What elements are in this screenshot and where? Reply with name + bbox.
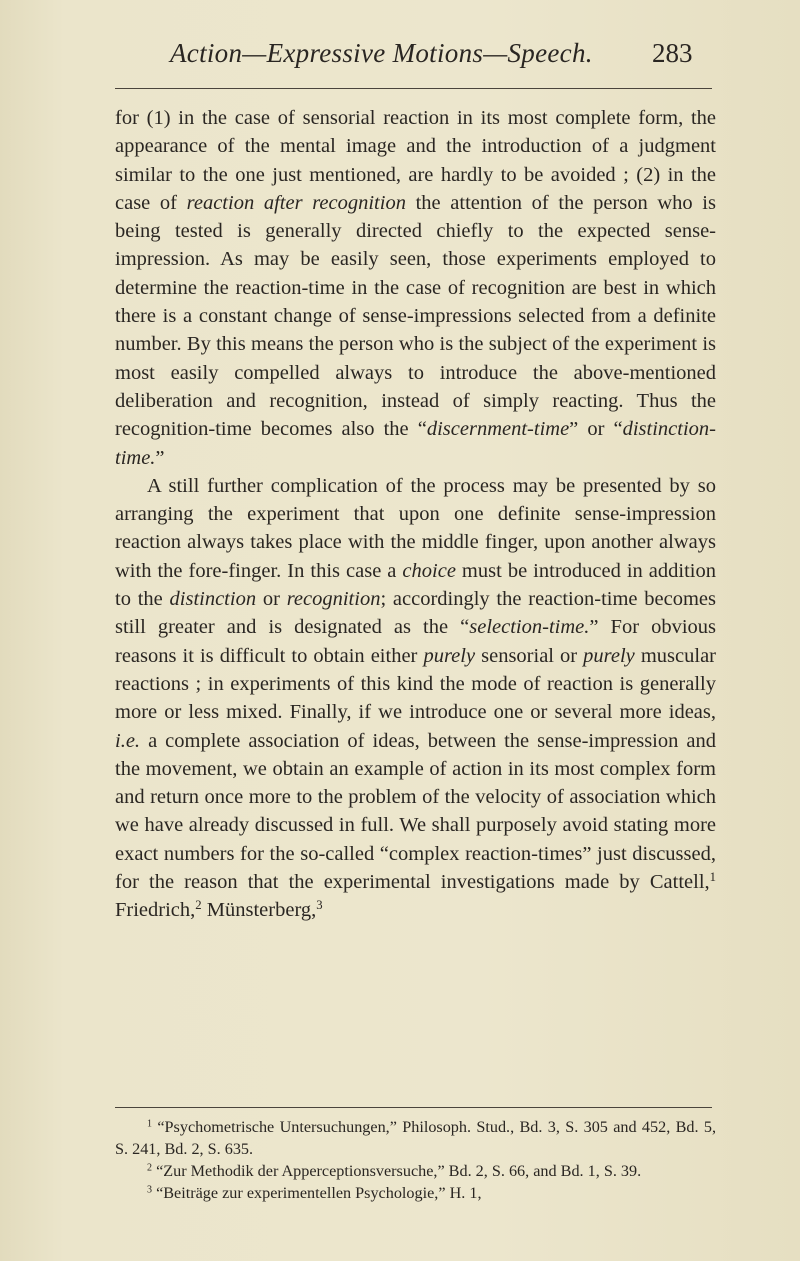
italic-term: selection-time. — [469, 616, 590, 639]
footnote-text: “Beiträge zur experimentellen Psychologie,” H. 1, — [156, 1184, 482, 1202]
text-run: A still further complication of the process may be presented by so arranging the experiment that upon one definite sense-impression reaction always takes place with the middle finger, upon another always with the fore-finger. In this case a — [115, 474, 716, 582]
text-run: ” or “ — [569, 418, 623, 441]
italic-term: purely — [423, 644, 476, 667]
paragraph-1 — [115, 104, 716, 472]
text-run: ” — [155, 446, 165, 469]
footnote-1 — [115, 1116, 716, 1160]
italic-term: discernment-time — [426, 418, 570, 441]
text-run: Friedrich, — [115, 899, 196, 922]
text-run: or — [256, 588, 287, 611]
text-run: sensorial or — [475, 644, 584, 667]
italic-term: reaction after recognition — [186, 191, 406, 214]
footnote-ref: 2 — [195, 898, 202, 913]
italic-term: recognition — [286, 588, 381, 611]
text-run: ; accordingly the reaction-time becomes still greater and is designated as the “ — [115, 588, 716, 639]
italic-term: purely — [583, 644, 635, 667]
footnote-mark: 2 — [147, 1162, 153, 1174]
body-text — [115, 104, 716, 925]
paragraph-2 — [115, 472, 716, 925]
footnote-ref: 1 — [709, 870, 716, 885]
footnote-text: “Psychometrische Untersuchungen,” Philosoph. Stud., Bd. 3, S. 305 and 452, Bd. 5, S. 241, Bd. 2, S. 635. — [115, 1118, 717, 1158]
footnote-2 — [115, 1160, 716, 1182]
footnote-ref: 3 — [316, 898, 323, 913]
page-number: 283 — [652, 38, 693, 68]
text-run: the attention of the person who is being tested is generally directed chiefly to the expected sense-impression. As may be easily seen, those experiments employed to determine the reaction-time in the case of recognition are best in which there is a constant change of sense-impressions selected from a definite number. By this means the person who is the subject of the experiment is most easily compelled always to introduce the above-mentioned deliberation and recognition, instead of simply reacting. Thus the recognition-time becomes also the “ — [115, 191, 716, 441]
footnote-3 — [115, 1182, 716, 1204]
italic-term: choice — [402, 559, 456, 582]
text-run: a complete association of ideas, between the sense-impression and the movement, we obtain an example of action in its most complex form and return once more to the problem of the velocity of association which we have already discussed in full. We shall purposely avoid stating more exact numbers for the so-called “complex reaction-times” just discussed, for the reason that the experimental investigations made by Cattell, — [115, 729, 716, 894]
italic-term: distinction — [169, 588, 257, 611]
italic-term: distinction-time. — [115, 418, 716, 469]
footnotes — [115, 1116, 716, 1204]
running-title: Action—Expressive Motions—Speech. — [170, 38, 593, 68]
footnote-mark: 3 — [147, 1184, 153, 1196]
text-run: Münsterberg, — [201, 899, 317, 922]
italic-term: i.e. — [115, 729, 141, 752]
header-rule — [115, 88, 712, 89]
footnote-rule — [115, 1107, 712, 1108]
footnote-mark: 1 — [147, 1118, 153, 1130]
text-run: ” For obvious reasons it is difficult to obtain either — [115, 616, 716, 667]
text-run: muscular reactions ; in experiments of this kind the mode of reaction is generally more or less mixed. Finally, if we introduce one or several more ideas, — [115, 644, 716, 724]
text-run: must be introduced in addition to the — [115, 559, 716, 611]
footnote-text: “Zur Methodik der Apperceptionsversuche,” Bd. 2, S. 66, and Bd. 1, S. 39. — [156, 1162, 642, 1180]
text-run: for (1) in the case of sensorial reaction in its most complete form, the appearance of the mental image and the introduction of a judgment similar to the one just mentioned, are hardly to be avoided ; (2) in the case of — [115, 107, 716, 214]
